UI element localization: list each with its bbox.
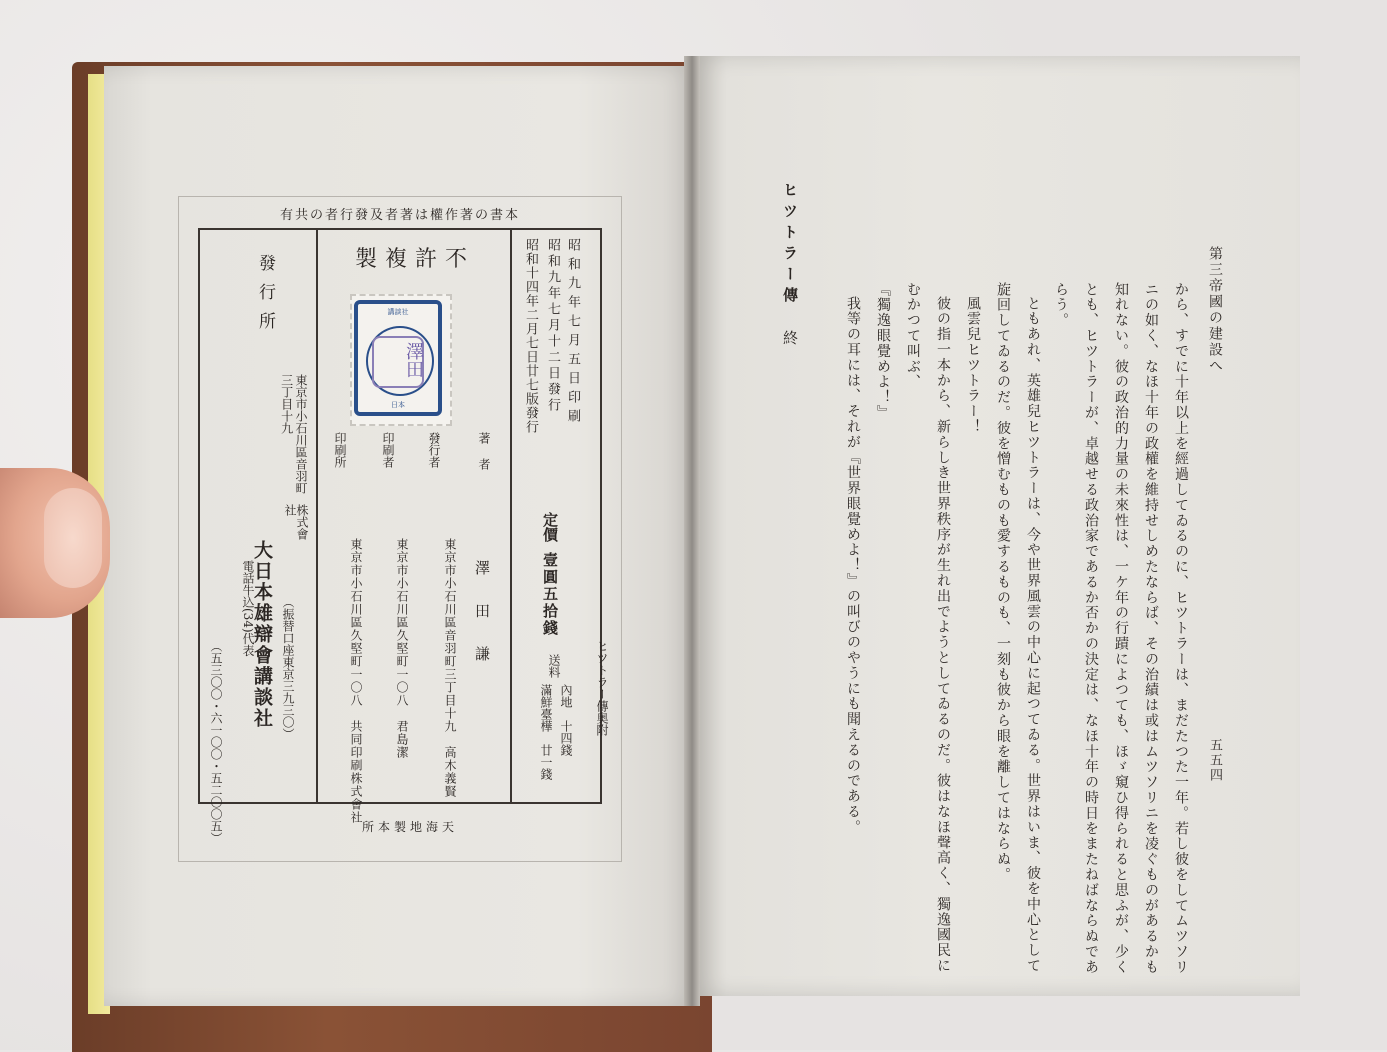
seal-top-caption: 講談社 bbox=[387, 308, 409, 316]
shipping-domestic: 內地 十四錢 bbox=[559, 684, 573, 756]
body-line-1: から、すでに十年以上を經過してゐるのに、ヒツトラーは、まだたつた一年。若し彼をしてムツソリ bbox=[1173, 282, 1189, 975]
body-line-2: ニの如く、なほ十年の政權を維持せしめたならば、その治績は或はムツソリニを凌ぐものがあるかも bbox=[1143, 282, 1159, 975]
credit-role-printing-house: 印刷所 bbox=[333, 432, 347, 468]
author-stamp bbox=[372, 336, 424, 388]
book-gutter bbox=[684, 56, 700, 1006]
body-line-11: むかつて叫ぶ、 bbox=[905, 282, 921, 390]
colophon-divider-right bbox=[510, 228, 512, 802]
credit-value-printer: 東京市小石川區久堅町一〇八 君島潔 bbox=[395, 538, 409, 759]
reprint-date: 昭和十四年二月七日廿七版發行 bbox=[523, 238, 538, 434]
price-label: 定價 bbox=[541, 512, 559, 542]
credit-role-printer: 印刷者 bbox=[381, 432, 395, 468]
colophon-divider-left bbox=[316, 228, 318, 802]
price-value: 壹圓五拾錢 bbox=[541, 552, 559, 637]
supplement-tag: ヒツトラー傳奥附 bbox=[595, 640, 609, 736]
print-date: 昭和九年七月五日印刷 bbox=[565, 238, 580, 428]
shipping-label: 送料 bbox=[547, 654, 561, 678]
binder-imprint: 天海地製本所 bbox=[361, 820, 458, 834]
body-line-10: 彼の指一本から、新らしき世界秩序が生れ出でようとしてゐるのだ。彼はなほ聲高く、獨逸國民に bbox=[935, 296, 951, 974]
publisher-kind: 株式會社 bbox=[283, 504, 309, 540]
body-line-12: 『獨逸眼覺めよ！』 bbox=[875, 282, 891, 421]
thumbnail-nail bbox=[44, 488, 102, 588]
page-number: 五五四 bbox=[1207, 738, 1222, 783]
end-title: ヒツトラー傳 bbox=[781, 182, 799, 308]
credit-value-printing-house: 東京市小石川區久堅町一〇八 共同印刷株式會社 bbox=[349, 538, 363, 824]
seal-bottom-caption: 日本 bbox=[391, 401, 405, 409]
shipping-overseas: 滿鮮臺樺 廿一錢 bbox=[539, 684, 553, 780]
copyright-notice: 本書の著作權は著者及發行者の共有 bbox=[279, 208, 520, 223]
credit-value-author: 澤田謙 bbox=[473, 560, 491, 689]
permission-heading: 不許複製 bbox=[354, 247, 475, 272]
credit-role-publisher: 發行者 bbox=[427, 432, 441, 468]
phone-numbers: （五三〇〇・六一〇〇・五二〇〇五） bbox=[209, 640, 223, 844]
running-head: 第三帝國の建設へ bbox=[1207, 246, 1223, 374]
author-stamp-name: 澤田 bbox=[403, 342, 424, 378]
publish-date: 昭和九年七月十二日發行 bbox=[545, 238, 560, 414]
credit-value-publisher: 東京市小石川區音羽町三丁目十九 高木義賢 bbox=[443, 538, 457, 798]
body-line-3: 知れない。彼の政治的力量の未來性は、一ケ年の行蹟によつても、ほゞ窺ひ得られると思ふが、少く bbox=[1113, 282, 1129, 975]
phone-label: 電話牛込(34)代表 bbox=[241, 560, 255, 657]
body-line-9: 風雲兒ヒツトラー！ bbox=[965, 296, 981, 435]
transfer-account: （振替口座東京三九三〇） bbox=[281, 596, 295, 740]
publisher-address: 東京市小石川區音羽町三丁目十九 bbox=[279, 374, 308, 494]
publisher-label: 發行所 bbox=[255, 254, 275, 341]
body-line-5: らう。 bbox=[1053, 282, 1069, 329]
publisher-name: 大日本雄辯會講談社 bbox=[251, 540, 273, 729]
body-line-13: 我等の耳には、それが『世界眼覺めよ！』の叫びのやうにも聞えるのである。 bbox=[845, 296, 861, 835]
body-line-7: ともあれ、英雄兒ヒツトラーは、今や世界風雲の中心に起つてゐる。世界はいま、彼を中心として bbox=[1025, 296, 1041, 974]
credit-role-author: 著者 bbox=[477, 432, 491, 484]
body-line-4: とも、ヒツトラーが、卓越せる政治家であるか否かの決定は、なほ十年の時日をまたねばならぬであ bbox=[1083, 282, 1099, 975]
end-mark: 終 bbox=[781, 330, 799, 345]
body-line-8: 旋回してゐるのだ。彼を憎むものも愛するものも、一刻も彼から眼を離してはならぬ。 bbox=[995, 282, 1011, 883]
